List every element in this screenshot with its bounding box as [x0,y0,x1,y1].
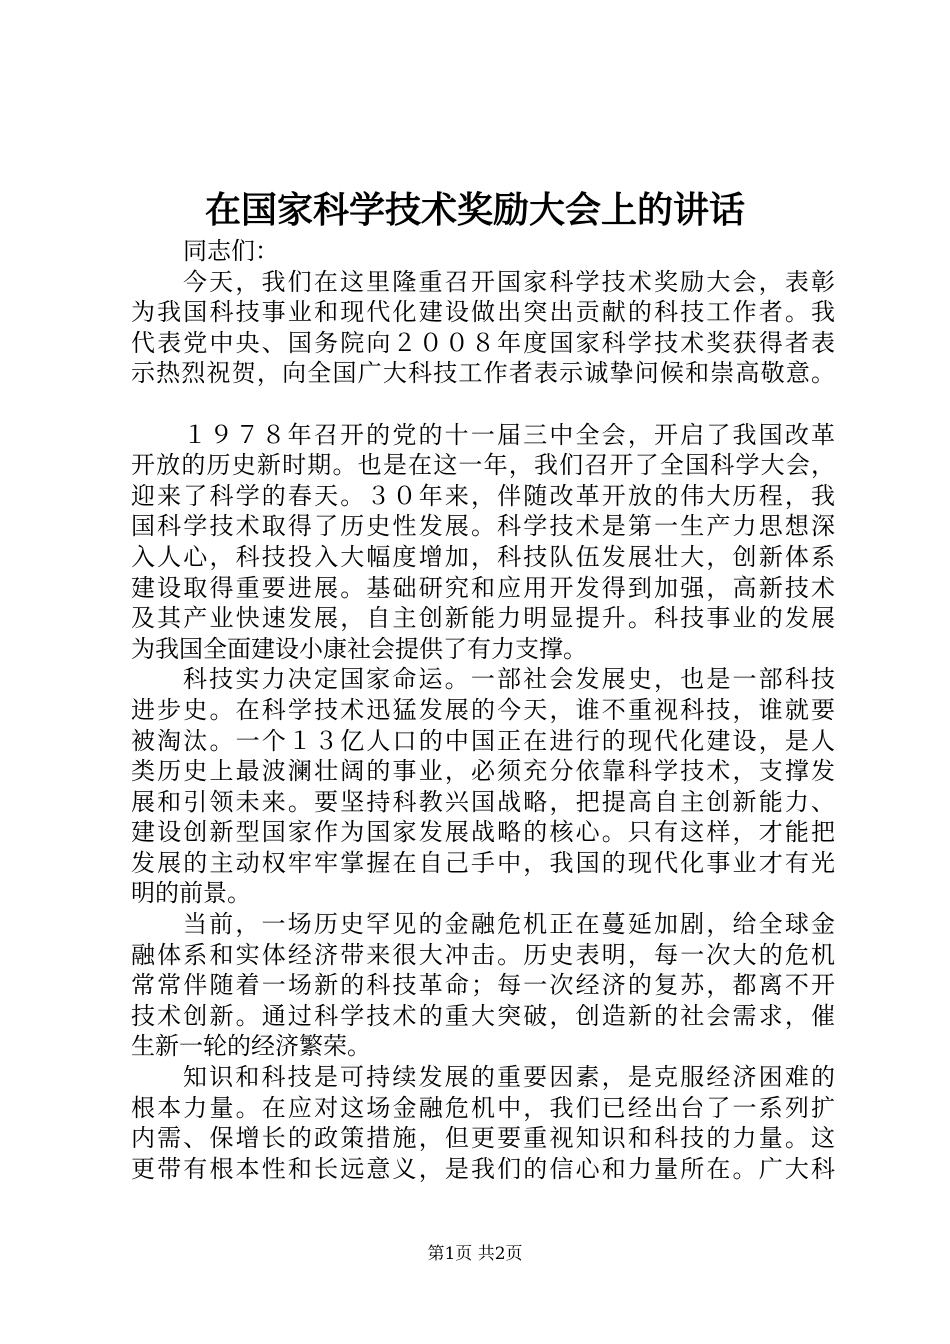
paragraph-line: 代表党中央、国务院向２００８年度国家科学技术奖获得者表 [131,328,835,357]
paragraph-line: 根本力量。在应对这场金融危机中，我们已经出台了一系列扩 [131,1093,835,1122]
paragraph-line: 及其产业快速发展，自主创新能力明显提升。科技事业的发展 [131,604,835,633]
document-title: 在国家科学技术奖励大会上的讲话 [204,189,745,231]
paragraph-line: 迎来了科学的春天。３０年来，伴随改革开放的伟大历程，我 [131,481,835,510]
paragraph-line: １９７８年召开的党的十一届三中全会，开启了我国改革 [183,420,835,449]
paragraph-line: 常常伴随着一场新的科技革命；每一次经济的复苏，都离不开 [131,971,835,1000]
paragraph-line: 建设取得重要进展。基础研究和应用开发得到加强，高新技术 [131,573,835,602]
paragraph-line: 为我国全面建设小康社会提供了有力支撑。 [131,634,587,663]
paragraph-line: 更带有根本性和长远意义，是我们的信心和力量所在。广大科 [131,1154,835,1183]
paragraph-line: 展和引领未来。要坚持科教兴国战略，把提高自主创新能力、 [131,787,835,816]
paragraph-gap [131,389,835,420]
paragraph-line: 当前，一场历史罕见的金融危机正在蔓延加剧，给全球金 [183,910,835,939]
greeting: 同志们： [183,237,279,265]
paragraph-line: 为我国科技事业和现代化建设做出突出贡献的科技工作者。我 [131,298,835,327]
paragraph-line: 知识和科技是可持续发展的重要因素，是克服经济困难的 [183,1063,835,1092]
paragraph-line: 类历史上最波澜壮阔的事业，必须充分依靠科学技术，支撑发 [131,757,835,786]
paragraph-line: 生新一轮的经济繁荣。 [131,1032,371,1061]
paragraph-line: 进步史。在科学技术迅猛发展的今天，谁不重视科技，谁就要 [131,695,835,724]
page-footer: 第1页 共2页 [427,1244,523,1264]
paragraph-line: 技术创新。通过科学技术的重大突破，创造新的社会需求，催 [131,1001,835,1030]
paragraph-line: 入人心，科技投入大幅度增加，科技队伍发展壮大，创新体系 [131,542,835,571]
paragraph-line: 被淘汰。一个１３亿人口的中国正在进行的现代化建设，是人 [131,726,835,755]
document-body [131,236,835,1184]
paragraph-line: 国科学技术取得了历史性发展。科学技术是第一生产力思想深 [131,512,835,541]
paragraph-line: 今天，我们在这里隆重召开国家科学技术奖励大会，表彰 [183,267,835,296]
paragraph-line: 融体系和实体经济带来很大冲击。历史表明，每一次大的危机 [131,940,835,969]
paragraph-line: 科技实力决定国家命运。一部社会发展史，也是一部科技 [183,665,835,694]
paragraph-line: 明的前景。 [131,879,251,908]
paragraph-line: 建设创新型国家作为国家发展战略的核心。只有这样，才能把 [131,818,835,847]
paragraph-line: 内需、保增长的政策措施，但更要重视知识和科技的力量。这 [131,1124,835,1153]
paragraph-line: 开放的历史新时期。也是在这一年，我们召开了全国科学大会， [131,451,835,480]
paragraph-line: 示热烈祝贺，向全国广大科技工作者表示诚挚问候和崇高敬意。 [131,359,835,388]
paragraph-line: 发展的主动权牢牢掌握在自己手中，我国的现代化事业才有光 [131,848,835,877]
